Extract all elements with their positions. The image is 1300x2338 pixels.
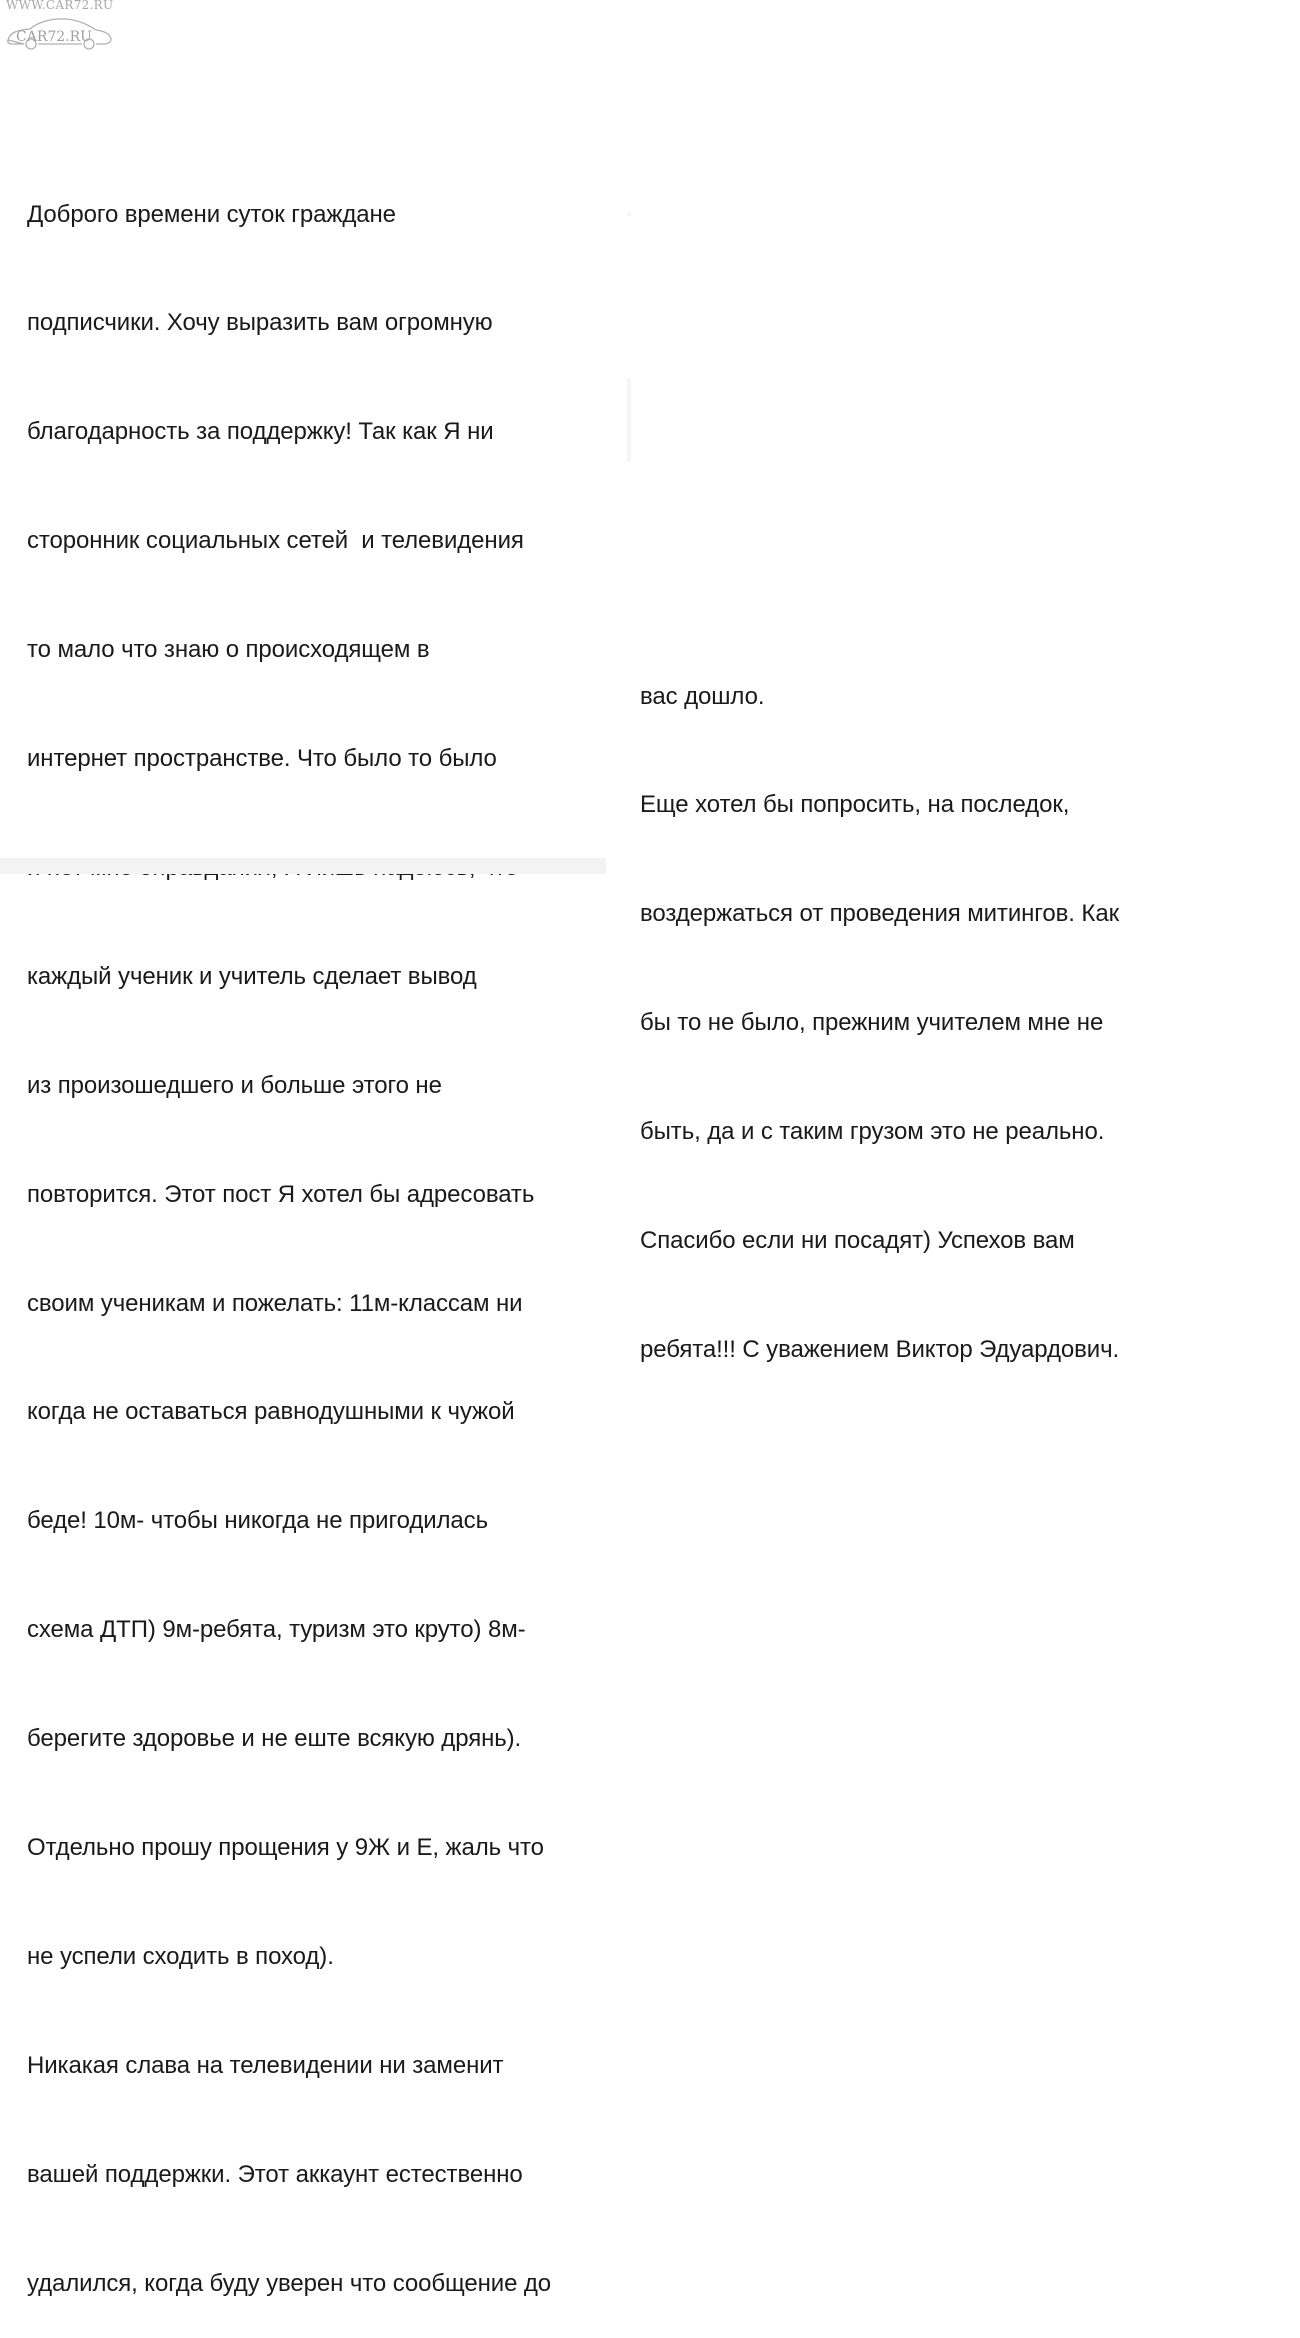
text-line: когда не оставаться равнодушными к чужой [27,1398,515,1426]
letter-text-right-column [640,606,1119,1405]
text-line: интернет пространстве. Что было то было [27,745,497,773]
watermark-logo [4,0,124,52]
text-line: подписчики. Хочу выразить вам огромную [27,309,493,337]
text-line: Никакая слава на телевидении ни заменит [27,2051,504,2079]
text-line: схема ДТП) 9м-ребята, туризм это круто) 8м- [27,1616,526,1644]
letter-text-left-column [27,124,551,2338]
text-line: бы то не было, прежним учителем мне не [640,1009,1104,1037]
text-line: вас дошло. [640,682,765,710]
text-line: Спасибо если ни посадят) Успехов вам [640,1227,1075,1255]
text-line: сторонник социальных сетей и телевидения [27,527,524,555]
text-line: благодарность за поддержку! Так как Я ни [27,418,494,446]
text-line: не успели сходить в поход). [27,1942,334,1970]
watermark-url: WWW.CAR72.RU [6,0,114,12]
car-logo-icon [4,14,116,50]
text-line: вашей поддержки. Этот аккаунт естественно [27,2160,523,2188]
scan-artifact [627,212,631,216]
text-line: Еще хотел бы попросить, на последок, [640,791,1070,819]
text-line: то мало что знаю о происходящем в [27,636,430,664]
text-line: ребята!!! С уважением Виктор Эдуардович. [640,1335,1120,1363]
scan-bottom-edge [0,858,606,874]
text-line: удалился, когда буду уверен что сообщение до [27,2269,552,2297]
text-line: повторится. Этот пост Я хотел бы адресовать [27,1180,535,1208]
text-line: каждый ученик и учитель сделает вывод [27,962,477,990]
text-line: берегите здоровье и не еште всякую дрянь). [27,1725,522,1753]
scan-artifact [627,378,631,462]
text-line: беде! 10м- чтобы никогда не пригодилась [27,1507,488,1535]
text-line: своим ученикам и пожелать: 11м-классам ни [27,1289,523,1317]
text-line: быть, да и с таким грузом это не реально. [640,1118,1105,1146]
text-line: из произошедшего и больше этого не [27,1071,442,1099]
text-line: воздержаться от проведения митингов. Как [640,900,1119,928]
text-line: Доброго времени суток граждане [27,200,396,228]
watermark-logo-text: CAR72.RU [16,29,92,45]
text-line: Отдельно прошу прощения у 9Ж и Е, жаль что [27,1833,544,1861]
